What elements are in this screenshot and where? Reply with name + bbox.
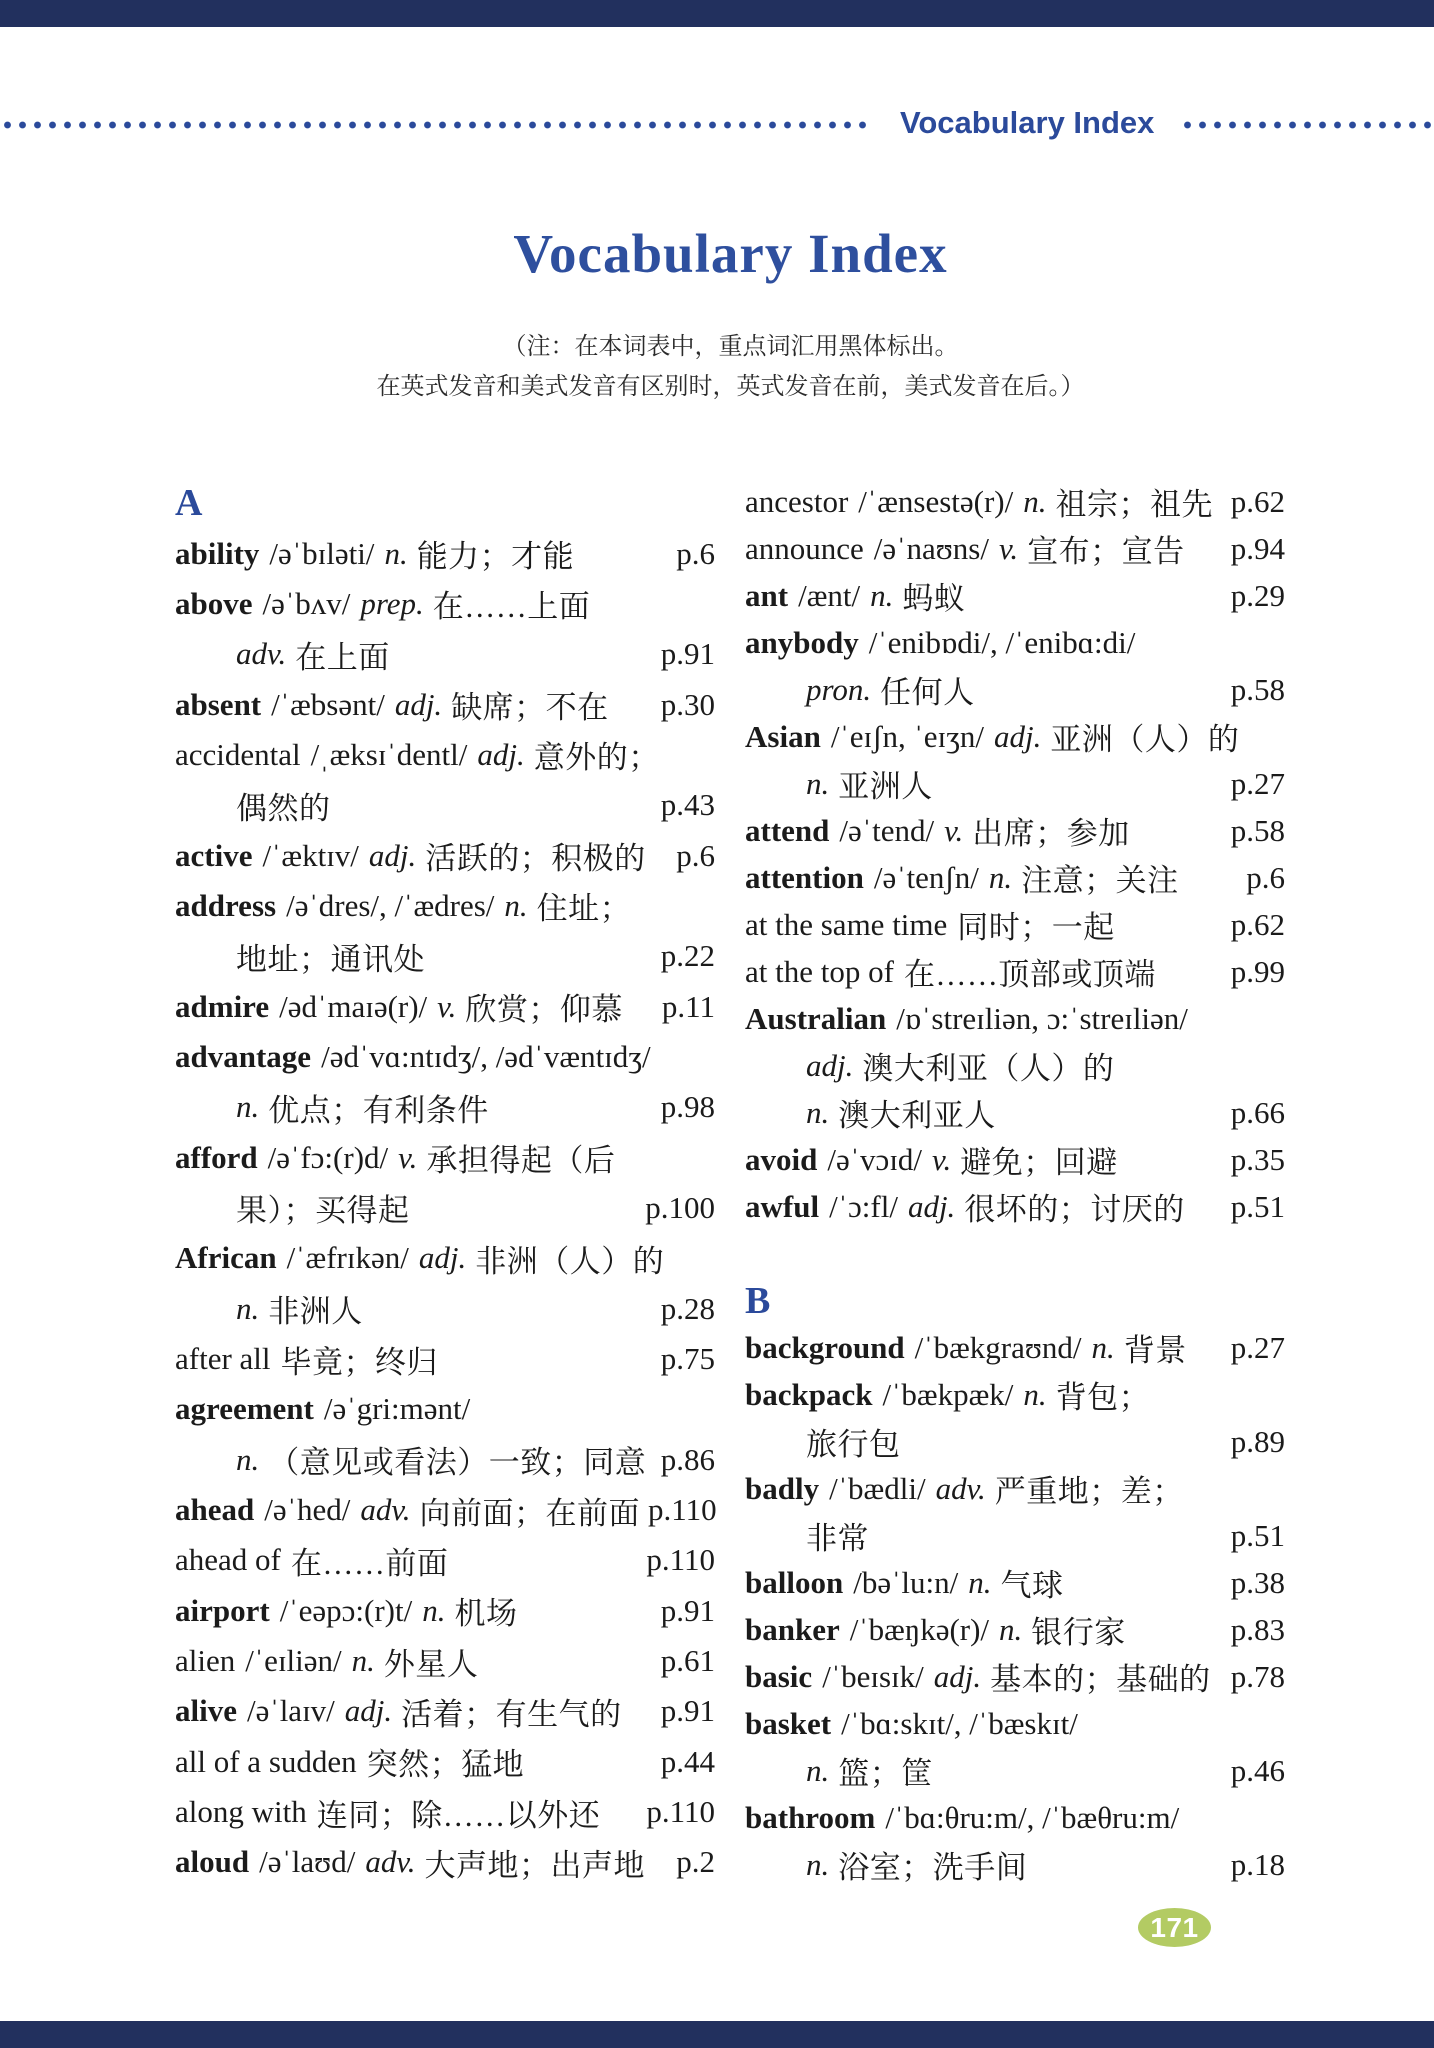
entry-translation: 在……前面 [290,1545,449,1581]
entry-translation: 基本的；基础的 [990,1662,1211,1697]
usage-note-line1: （注：在本词表中，重点词汇用黑体标出。 [502,334,959,360]
entry-continuation-row [745,1042,1285,1089]
entry-row [745,901,1285,948]
entry-page-number: p.30 [660,686,715,722]
entry-continuation-row [175,1284,715,1334]
index-column-left [175,478,715,1888]
entry-part-of-speech: n. [236,1441,260,1477]
entry-page-number: p.11 [661,988,715,1024]
entry-page-number: p.61 [660,1643,715,1679]
entry-word: above [175,585,253,621]
entry-word: bathroom [745,1799,876,1835]
entry-page-number: p.110 [646,1542,715,1578]
entry-translation: 严重地；差； [994,1474,1184,1509]
entry-translation: 祖宗；祖先 [1055,487,1213,522]
entry-word: avoid [745,1141,818,1177]
entry-page-number: p.6 [1246,859,1285,895]
entry-page-number: p.89 [1230,1423,1285,1459]
entry-translation: 缺席；不在 [451,690,609,726]
entry-page-number: p.29 [1230,577,1285,613]
entry-translation: 在……上面 [432,589,591,625]
entry-translation: 毕竟；终归 [280,1344,439,1380]
entry-page-number: p.18 [1230,1846,1285,1882]
entry-word: alive [175,1693,237,1729]
entry-continuation-row [175,780,715,830]
entry-page-number: p.100 [645,1189,715,1225]
entry-row [745,854,1285,901]
entry-row [175,1586,715,1636]
entry-translation: 澳大利亚（人）的 [862,1051,1115,1086]
entry-translation: 非洲（人）的 [475,1243,665,1279]
entry-row [745,1559,1285,1606]
entry-page-number: p.62 [1230,483,1285,519]
entry-translation: 避免；回避 [960,1145,1118,1180]
entry-part-of-speech: adv. [935,1470,986,1506]
entry-page-number: p.66 [1230,1094,1285,1130]
entry-page-number: p.44 [660,1743,715,1779]
entry-phonetic: /ˌæksɪˈdentl/ [310,736,468,772]
entry-row [745,1794,1285,1841]
entry-page-number: p.62 [1230,906,1285,942]
entry-part-of-speech: n. [870,577,894,613]
entry-page-number: p.83 [1230,1611,1285,1647]
entry-phonetic: /ˈbɑ:skɪt/, /ˈbæskɪt/ [841,1705,1078,1741]
entry-part-of-speech: n. [1023,483,1047,519]
entry-word: absent [175,686,262,722]
entry-translation: 欣赏；仰慕 [465,992,623,1028]
entry-part-of-speech: adj. [418,1240,467,1276]
entry-page-number: p.91 [660,1592,715,1628]
entry-word: at the same time [745,906,948,942]
entry-word: address [175,887,277,923]
entry-word: alien [175,1643,236,1679]
entry-phonetic: /ˈbædli/ [829,1470,926,1506]
entry-row [175,1233,715,1283]
entry-translation: 篮；筐 [838,1756,933,1791]
entry-part-of-speech: n. [806,765,830,801]
entry-translation: 住址； [536,891,632,927]
entry-translation: 宣布；宣告 [1027,534,1185,569]
usage-note-line2: 在英式发音和美式发音有区别时，英式发音在前，美式发音在后。） [376,374,1085,400]
entry-translation: 偶然的 [236,790,331,826]
entry-word: advantage [175,1038,312,1074]
entry-phonetic: /ədˈvɑ:ntɪdʒ/, /ədˈvæntɪdʒ/ [321,1038,651,1074]
entry-phonetic: /əˈdres/, /ˈædres/ [286,887,495,923]
dotted-rule-left [0,121,874,129]
entry-part-of-speech: v. [932,1141,952,1177]
entry-phonetic: /ədˈmaɪə(r)/ [279,988,428,1024]
entry-continuation-row [745,1418,1285,1465]
entry-page-number: p.78 [1230,1658,1285,1694]
entry-continuation-row [745,1512,1285,1559]
entry-row [175,881,715,931]
entry-page-number: p.28 [660,1290,715,1326]
entry-phonetic: /ˈbɑ:θru:m/, /ˈbæθru:m/ [885,1799,1180,1835]
entry-part-of-speech: adv. [365,1844,416,1880]
entry-translation: 大声地；出声地 [424,1847,646,1883]
entry-word: ability [175,535,260,571]
entry-phonetic: /ˈenibɒdi/, /ˈenibɑ:di/ [868,624,1136,660]
entry-row [175,981,715,1031]
entry-word: ahead [175,1492,255,1528]
entry-part-of-speech: n. [504,887,528,923]
entry-word: aloud [175,1844,250,1880]
entry-phonetic: /ˈbeɪsɪk/ [822,1658,924,1694]
entry-part-of-speech: n. [1023,1376,1047,1412]
entry-translation: 能力；才能 [416,539,575,575]
entry-page-number: p.91 [660,1693,715,1729]
section-header-A: A [175,482,203,525]
entry-translation: 很坏的；讨厌的 [964,1192,1185,1227]
entry-translation: 地址；通讯处 [236,941,425,977]
entry-row [175,679,715,729]
entry-row [175,579,715,629]
entry-phonetic: /ˈbækgraʊnd/ [914,1329,1082,1365]
running-head-label: Vocabulary Index [900,105,1155,140]
entry-row [745,948,1285,995]
entry-translation: 背景 [1123,1333,1187,1368]
entry-phonetic: /ˈæfrɪkən/ [286,1240,409,1276]
entry-word: all of a sudden [175,1743,357,1779]
entry-translation: 活跃的；积极的 [425,841,646,877]
entry-translation: 任何人 [880,675,975,710]
entry-row [175,1787,715,1837]
entry-phonetic: /əˈbʌv/ [262,585,351,621]
entry-translation: 在……顶部或顶端 [903,957,1156,992]
entry-phonetic: /əˈlaʊd/ [259,1844,356,1880]
entry-row [175,1636,715,1686]
entry-part-of-speech: adj. [933,1658,982,1694]
entry-row [175,1837,715,1887]
entry-row [745,1136,1285,1183]
entry-phonetic: /ˈæbsənt/ [271,686,385,722]
entry-row [745,1653,1285,1700]
entry-page-number: p.110 [648,1492,717,1528]
entry-part-of-speech: adj. [907,1188,956,1224]
entry-row [175,1132,715,1182]
entry-row [175,1334,715,1384]
entry-row [745,1371,1285,1418]
entry-page-number: p.51 [1230,1188,1285,1224]
entry-continuation-row [175,1435,715,1485]
entry-part-of-speech: adj. [806,1047,854,1083]
entry-translation: 突然；猛地 [366,1747,525,1783]
entry-row [745,713,1285,760]
entry-phonetic: /əˈtend/ [839,812,935,848]
entry-translation: 向前面；在前面 [419,1495,641,1531]
entry-row [175,830,715,880]
entry-phonetic: /ˈæktɪv/ [262,837,359,873]
entry-word: African [175,1240,277,1276]
index-columns [175,478,1286,1888]
entry-page-number: p.35 [1230,1141,1285,1177]
index-column-right [745,478,1285,1888]
entry-page-number: p.99 [1230,953,1285,989]
entry-part-of-speech: adj. [994,718,1042,754]
entry-row [745,619,1285,666]
entry-translation: 出席；参加 [972,816,1130,851]
entry-row [175,1686,715,1736]
entry-continuation-row [175,1082,715,1132]
entry-part-of-speech: adv. [360,1492,411,1528]
entry-translation: 旅行包 [806,1427,901,1462]
entry-page-number: p.91 [660,636,715,672]
entry-word: afford [175,1139,258,1175]
entry-part-of-speech: n. [806,1752,830,1788]
entry-word: accidental [175,736,301,772]
entry-phonetic: /ˈɔ:fl/ [829,1188,898,1224]
entry-row [745,1606,1285,1653]
entry-part-of-speech: n. [236,1089,260,1125]
entry-phonetic: /əˈbɪləti/ [269,535,375,571]
running-head [0,100,1434,150]
entry-word: backpack [745,1376,873,1412]
entry-row [745,1324,1285,1371]
entry-phonetic: /əˈhed/ [264,1492,351,1528]
entry-word: background [745,1329,905,1365]
entry-row [175,1485,715,1535]
entry-continuation-row [745,666,1285,713]
entry-part-of-speech: n. [422,1592,446,1628]
entry-row [745,995,1285,1042]
entry-page-number: p.58 [1230,671,1285,707]
entry-part-of-speech: n. [806,1846,830,1882]
entry-part-of-speech: v. [398,1139,418,1175]
entry-row [175,1032,715,1082]
entry-word: awful [745,1188,820,1224]
entry-word: balloon [745,1564,844,1600]
entry-page-number: p.22 [660,938,715,974]
entry-word: agreement [175,1391,314,1427]
entry-part-of-speech: adv. [236,636,287,672]
entry-translation: 非洲人 [268,1294,363,1330]
entry-part-of-speech: v. [944,812,964,848]
entry-phonetic: /ˈeɪliən/ [245,1643,342,1679]
entry-part-of-speech: adj. [394,686,443,722]
entry-page-number: p.43 [660,787,715,823]
entry-row [745,572,1285,619]
entry-phonetic: /əˈgri:mənt/ [323,1391,471,1427]
entry-part-of-speech: n. [1091,1329,1115,1365]
entry-part-of-speech: v. [437,988,457,1024]
entry-part-of-speech: n. [384,535,408,571]
entry-word: active [175,837,253,873]
entry-translation: （意见或看法）一致；同意 [268,1445,647,1481]
entry-phonetic: /əˈvɔɪd/ [827,1141,923,1177]
entry-phonetic: /əˈtenʃn/ [873,859,979,895]
entry-row [745,478,1285,525]
entry-translation: 蚂蚁 [902,581,966,616]
entry-translation: 外星人 [383,1646,479,1682]
entry-page-number: p.46 [1230,1752,1285,1788]
entry-page-number: p.27 [1230,765,1285,801]
entry-word: Australian [745,1000,887,1036]
entry-continuation-row [175,629,715,679]
entry-part-of-speech: n. [806,1094,830,1130]
entry-translation: 同时；一起 [957,910,1115,945]
entry-row [745,1183,1285,1230]
entry-word: announce [745,530,864,566]
entry-word: airport [175,1592,270,1628]
entry-continuation-row [745,760,1285,807]
entry-part-of-speech: adj. [344,1693,393,1729]
entry-page-number: p.75 [660,1341,715,1377]
entry-page-number: p.51 [1230,1517,1285,1553]
entry-page-number: p.98 [660,1089,715,1125]
bottom-edge-bar [0,2021,1434,2048]
entry-continuation-row [175,1183,715,1233]
entry-word: basket [745,1705,832,1741]
entry-word: attend [745,812,830,848]
entry-continuation-row [175,931,715,981]
entry-word: badly [745,1470,820,1506]
entry-part-of-speech: pron. [806,671,872,707]
entry-translation: 意外的； [533,740,660,776]
entry-page-number: p.94 [1230,530,1285,566]
entry-page-number: p.6 [676,535,715,571]
entry-row [745,525,1285,572]
entry-word: banker [745,1611,840,1647]
entry-part-of-speech: n. [999,1611,1023,1647]
entry-translation: 机场 [454,1596,518,1632]
entry-word: attention [745,859,864,895]
entry-row [745,807,1285,854]
entry-translation: 连同；除……以外还 [316,1797,601,1833]
entry-translation: 亚洲（人）的 [1050,722,1240,757]
entry-phonetic: /bəˈlu:n/ [853,1564,959,1600]
entry-page-number: p.110 [646,1794,715,1830]
entry-translation: 背包； [1055,1380,1151,1415]
entry-page-number: p.27 [1230,1329,1285,1365]
entry-continuation-row [745,1841,1285,1888]
entry-part-of-speech: adj. [368,837,417,873]
entry-part-of-speech: n. [351,1643,375,1679]
entry-word: after all [175,1341,271,1377]
entry-word: along with [175,1794,307,1830]
page-title: Vocabulary Index [513,223,948,284]
entry-page-number: p.6 [676,837,715,873]
entry-row [745,1465,1285,1512]
entry-translation: 银行家 [1031,1615,1126,1650]
entry-word: admire [175,988,270,1024]
entry-part-of-speech: v. [998,530,1019,566]
entry-translation: 非常 [806,1521,869,1556]
entry-phonetic: /ˈbækpæk/ [882,1376,1014,1412]
blank-row [745,1230,1285,1277]
entry-phonetic: /əˈfɔ:(r)d/ [267,1139,389,1175]
entry-translation: 果）；买得起 [236,1193,410,1229]
entry-word: ant [745,577,789,613]
entry-continuation-row [745,1747,1285,1794]
entry-word: at the top of [745,953,894,989]
entry-part-of-speech: prep. [360,585,424,621]
entry-page-number: p.58 [1230,812,1285,848]
entry-row [175,1384,715,1434]
entry-word: ahead of [175,1542,281,1578]
dotted-rule-right [1180,121,1434,129]
entry-word: basic [745,1658,813,1694]
entry-page-number: p.2 [676,1844,715,1880]
entry-row [175,730,715,780]
entry-page-number: p.86 [660,1441,715,1477]
page-number-badge: 171 [1138,1908,1211,1947]
entry-translation: 在上面 [295,639,390,675]
entry-translation: 气球 [1000,1568,1064,1603]
entry-row [175,528,715,578]
entry-word: anybody [745,624,859,660]
entry-translation: 承担得起（后 [426,1143,616,1179]
entry-page-number: p.38 [1230,1564,1285,1600]
entry-translation: 活着；有生气的 [401,1696,622,1732]
top-edge-bar [0,0,1434,27]
entry-row [175,1535,715,1585]
entry-phonetic: /ˈbæŋkə(r)/ [849,1611,990,1647]
entry-part-of-speech: n. [968,1564,992,1600]
entry-phonetic: /ɒˈstreɪliən, ɔ:ˈstreɪliən/ [896,1000,1188,1036]
section-header-B: B [745,1279,771,1322]
usage-note [175,327,1286,407]
entry-part-of-speech: n. [236,1290,260,1326]
entry-phonetic: /ˈeəpɔ:(r)t/ [279,1592,413,1628]
entry-continuation-row [745,1089,1285,1136]
entry-translation: 优点；有利条件 [268,1092,489,1128]
entry-word: Asian [745,718,821,754]
entry-translation: 注意；关注 [1021,863,1179,898]
entry-row [175,1737,715,1787]
entry-phonetic: /əˈnaʊns/ [873,530,989,566]
entry-phonetic: /ˈeɪʃn, ˈeɪʒn/ [830,718,985,754]
entry-part-of-speech: adj. [477,736,525,772]
entry-part-of-speech: n. [988,859,1013,895]
entry-phonetic: /ænt/ [798,577,861,613]
entry-translation: 澳大利亚人 [838,1098,996,1133]
entry-translation: 亚洲人 [838,769,933,804]
entry-phonetic: /əˈlaɪv/ [247,1693,335,1729]
entry-word: ancestor [745,483,849,519]
entry-phonetic: /ˈænsestə(r)/ [858,483,1014,519]
entry-row [745,1700,1285,1747]
entry-translation: 浴室；洗手间 [838,1850,1028,1885]
